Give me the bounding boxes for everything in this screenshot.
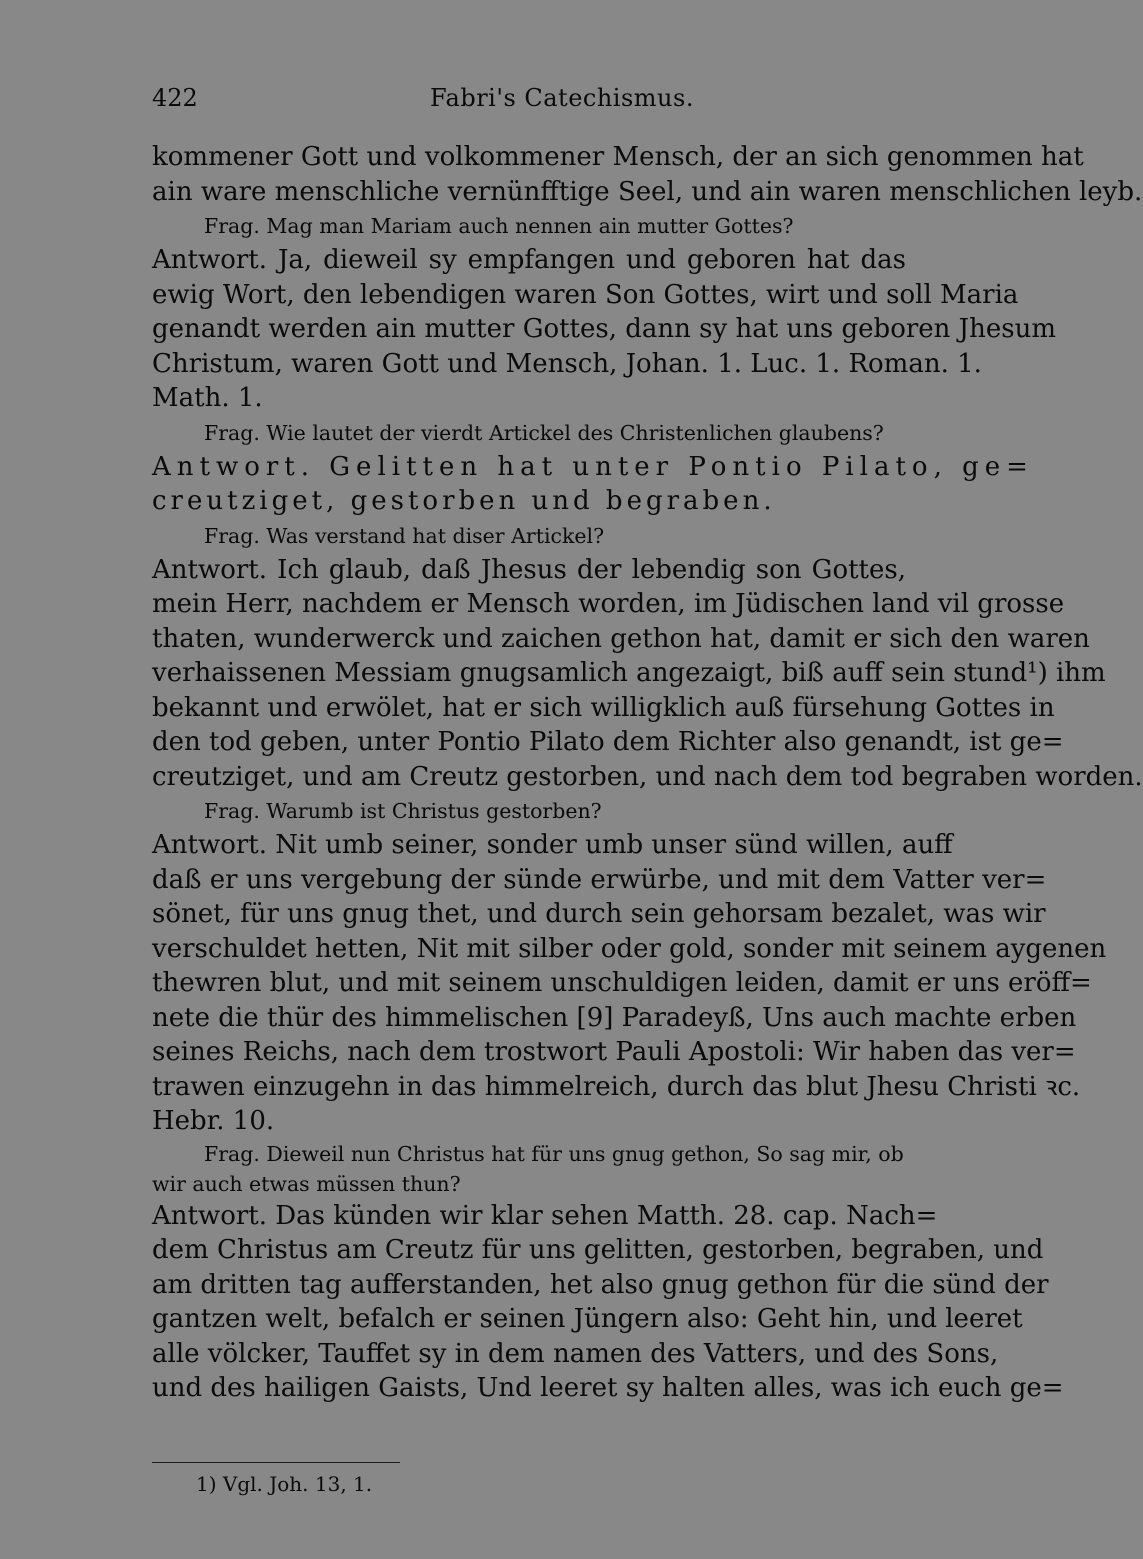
text-line: creutziget, gestorben und begraben. <box>152 486 776 516</box>
text-line: daß er uns vergebung der sünde erwürbe, und mit dem Vatter ver= <box>152 864 1047 895</box>
text-line: genandt werden ain mutter Gottes, dann sy hat uns geboren Jhesum <box>152 314 1056 344</box>
text-line: sönet, für uns gnug thet, und durch sein gehorsam bezalet, was wir <box>152 899 1046 929</box>
text-line: bekannt und erwölet, hat er sich willigklich auß fürsehung Gottes in <box>152 692 1055 723</box>
text-line: mein Herr, nachdem er Mensch worden, im Jüdischen land vil grosse <box>152 589 1065 619</box>
footnote: 1) Vgl. Joh. 13, 1. <box>196 1472 373 1496</box>
text-line: nete die thür des himmelischen [9] Paradeyß, Uns auch machte erben <box>152 1002 1077 1033</box>
text-line: creutziget, und am Creutz gestorben, und nach dem tod begraben worden. <box>152 761 1143 792</box>
text-line: kommener Gott und volkommener Mensch, der an sich genommen hat <box>152 142 1084 172</box>
text-line: am dritten tag aufferstanden, het also gnug gethon für die sünd der <box>152 1269 1049 1300</box>
text-line: ewig Wort, den lebendigen waren Son Gottes, wirt und soll Maria <box>152 279 1019 310</box>
text-line: Antwort. Gelitten hat unter Pontio Pilato, ge= <box>152 451 1034 482</box>
text-line: Hebr. 10. <box>152 1106 275 1136</box>
text-line: gantzen welt, befalch er seinen Jüngern also: Geht hin, und leeret <box>152 1304 1023 1334</box>
text-line: thewren blut, und mit seinem unschuldigen leiden, damit er uns eröff= <box>152 968 1092 998</box>
question-line: Frag. Was verstand hat diser Artickel? <box>204 523 605 548</box>
text-line: dem Christus am Creutz für uns gelitten, gestorben, begraben, und <box>152 1235 1044 1265</box>
text-line: ain ware menschliche vernünfftige Seel, und ain waren menschlichen leyb. <box>152 176 1143 207</box>
question-line: Frag. Dieweil nun Christus hat für uns gnug gethon, So sag mir, ob <box>204 1141 904 1166</box>
body-text <box>152 140 1143 1406</box>
text-line: Christum, waren Gott und Mensch, Johan. 1. Luc. 1. Roman. 1. <box>152 348 982 379</box>
text-line: Math. 1. <box>152 383 263 413</box>
text-line: seines Reichs, nach dem trostwort Pauli Apostoli: Wir haben das ver= <box>152 1037 1076 1067</box>
question-line: Frag. Mag man Mariam auch nennen ain mutter Gottes? <box>204 214 794 238</box>
text-line: trawen einzugehn in das himmelreich, durch das blut Jhesu Christi ꝛc. <box>152 1071 1081 1102</box>
text-line: thaten, wunderwerck und zaichen gethon hat, damit er sich den waren <box>152 623 1090 654</box>
question-line: Frag. Wie lautet der vierdt Artickel des Christenlichen glaubens? <box>204 420 884 445</box>
text-line: Antwort. Ich glaub, daß Jhesus der lebendig son Gottes, <box>152 554 906 585</box>
running-title: Fabri's Catechismus. <box>430 84 694 112</box>
page-number: 422 <box>152 84 198 112</box>
text-line: Antwort. Das künden wir klar sehen Matth. 28. cap. Nach= <box>152 1200 938 1231</box>
text-line: und des hailigen Gaists, Und leeret sy halten alles, was ich euch ge= <box>152 1373 1064 1403</box>
text-line: Antwort. Nit umb seiner, sonder umb unser sünd willen, auff <box>152 830 953 860</box>
text-line: den tod geben, unter Pontio Pilato dem Richter also genandt, ist ge= <box>152 727 1064 757</box>
text-line: verschuldet hetten, Nit mit silber oder gold, sonder mit seinem aygenen <box>152 933 1107 964</box>
question-line: Frag. Warumb ist Christus gestorben? <box>204 799 602 823</box>
question-line: wir auch etwas müssen thun? <box>152 1171 461 1196</box>
text-line: alle völcker, Tauffet sy in dem namen des Vatters, und des Sons, <box>152 1338 999 1369</box>
footnote-rule <box>152 1462 400 1463</box>
text-line: Antwort. Ja, dieweil sy empfangen und geboren hat das <box>152 245 906 275</box>
text-line: verhaissenen Messiam gnugsamlich angezaigt, biß auff sein stund¹) ihm <box>152 658 1106 688</box>
